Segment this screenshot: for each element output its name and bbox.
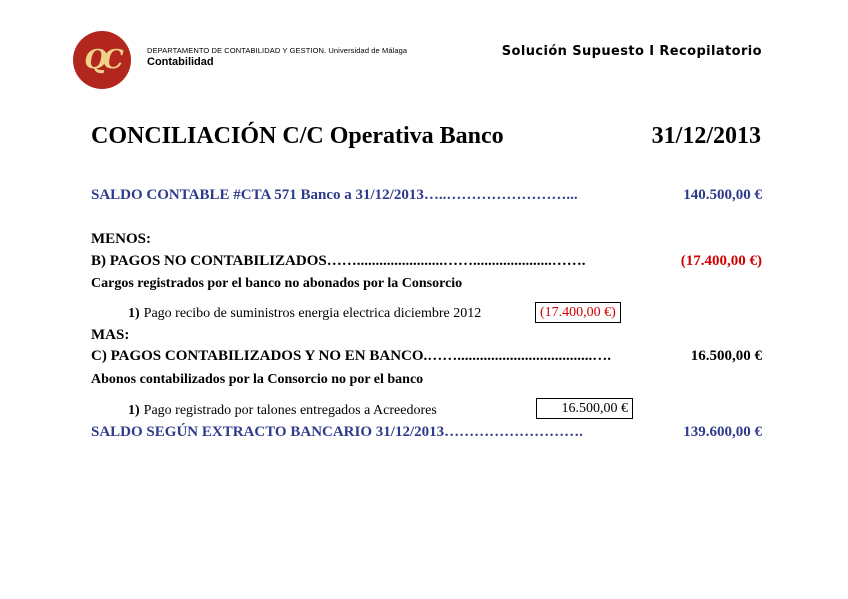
item-number: 1)	[128, 403, 140, 418]
saldo-contable-amount: 140.500,00 €	[683, 187, 762, 203]
menos-item-row	[128, 304, 481, 322]
pagos-contabilizados-label: C) PAGOS CONTABILIZADOS Y NO EN BANCO.……....................................….	[91, 348, 612, 364]
item-description: Pago recibo de suministros energia electrica diciembre 2012	[143, 306, 482, 321]
university-logo	[73, 31, 131, 89]
menos-heading: MENOS:	[91, 231, 151, 247]
area-name: Contabilidad	[147, 56, 214, 68]
pagos-contabilizados-amount: 16.500,00 €	[690, 348, 762, 364]
page-title: CONCILIACIÓN C/C Operativa Banco	[91, 123, 504, 149]
saldo-extracto-label: SALDO SEGÚN EXTRACTO BANCARIO 31/12/2013……………………….	[91, 424, 583, 440]
pagos-no-contabilizados-label: B) PAGOS NO CONTABILIZADOS…….......................…….....................…….	[91, 253, 586, 269]
document-title: Solución Supuesto I Recopilatorio	[501, 44, 762, 59]
item-number: 1)	[128, 306, 140, 321]
saldo-extracto-amount: 139.600,00 €	[683, 424, 762, 440]
item-description: Pago registrado por talones entregados a Acreedores	[143, 403, 437, 418]
mas-item-amount: 16.500,00 €	[536, 398, 633, 419]
department-name: DEPARTAMENTO DE CONTABILIDAD Y GESTION. Universidad de Málaga	[147, 46, 408, 55]
logo-monogram: QC	[84, 45, 120, 75]
pagos-no-contabilizados-amount: (17.400,00 €)	[680, 253, 762, 269]
page-date: 31/12/2013	[651, 123, 761, 149]
abonos-subheading: Abonos contabilizados por la Consorcio no por el banco	[91, 372, 424, 387]
menos-item-amount: (17.400,00 €)	[535, 302, 621, 323]
cargos-subheading: Cargos registrados por el banco no abonados por la Consorcio	[91, 276, 463, 291]
mas-item-row	[128, 401, 437, 419]
mas-heading: MAS:	[91, 327, 130, 343]
saldo-contable-label: SALDO CONTABLE #CTA 571 Banco a 31/12/2013…..……………………...	[91, 187, 578, 203]
